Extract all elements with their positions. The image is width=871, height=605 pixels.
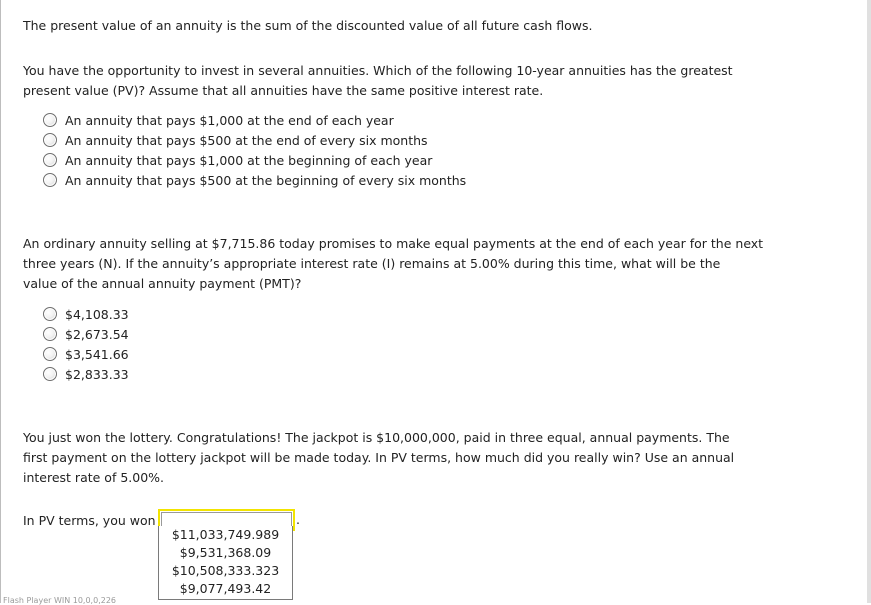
q2-option-3[interactable] <box>43 344 129 364</box>
q2-text-line-3: value of the annual annuity payment (PMT)? <box>23 276 302 291</box>
radio-button[interactable] <box>43 367 57 381</box>
q3-text-line-1: You just won the lottery. Congratulations! The jackpot is $10,000,000, paid in three equal, annual payments. The <box>23 430 730 445</box>
q1-options <box>43 110 466 190</box>
radio-button[interactable] <box>43 327 57 341</box>
q1-option-4[interactable] <box>43 170 466 190</box>
q2-text-line-1: An ordinary annuity selling at $7,715.86 today promises to make equal payments at the end of each year for the next <box>23 236 764 251</box>
dropdown-option-2[interactable]: $9,531,368.09 <box>179 545 272 560</box>
option-label: $4,108.33 <box>65 306 129 322</box>
radio-button[interactable] <box>43 307 57 321</box>
option-label: An annuity that pays $1,000 at the end of each year <box>65 112 394 128</box>
q3-text-line-2: first payment on the lottery jackpot will be made today. In PV terms, how much did you really win? Use an annual <box>23 450 735 465</box>
option-label: $2,673.54 <box>65 326 129 342</box>
flash-version-footer: Flash Player WIN 10,0,0,226 <box>3 596 116 605</box>
q1-option-2[interactable] <box>43 130 466 150</box>
q3-answer-prompt <box>23 509 156 531</box>
intro-text: The present value of an annuity is the sum of the discounted value of all future cash flows. <box>23 18 593 33</box>
radio-button[interactable] <box>43 153 57 167</box>
q2-text-line-2: three years (N). If the annuity’s appropriate interest rate (I) remains at 5.00% during this time, what will be the <box>23 256 721 271</box>
q2-options <box>43 304 129 384</box>
dropdown-option-4[interactable]: $9,077,493.42 <box>179 581 272 596</box>
prompt-label: In PV terms, you won <box>23 512 156 528</box>
q2-option-4[interactable] <box>43 364 129 384</box>
option-label: An annuity that pays $500 at the beginning of every six months <box>65 172 467 188</box>
q1-option-3[interactable] <box>43 150 466 170</box>
option-label: $3,541.66 <box>65 346 129 362</box>
sentence-period: . <box>296 512 300 527</box>
dropdown-option-1[interactable]: $11,033,749.989 <box>171 527 280 542</box>
radio-button[interactable] <box>43 173 57 187</box>
dropdown-option-3[interactable]: $10,508,333.323 <box>171 563 280 578</box>
option-label: An annuity that pays $1,000 at the beginning of each year <box>65 152 433 168</box>
option-label: An annuity that pays $500 at the end of every six months <box>65 132 428 148</box>
q1-option-1[interactable] <box>43 110 466 130</box>
radio-button[interactable] <box>43 133 57 147</box>
q2-option-2[interactable] <box>43 324 129 344</box>
q1-text-line-2: present value (PV)? Assume that all annuities have the same positive interest rate. <box>23 83 544 98</box>
left-border <box>0 0 1 603</box>
answer-dropdown-list <box>158 526 293 600</box>
q2-option-1[interactable] <box>43 304 129 324</box>
radio-button[interactable] <box>43 347 57 361</box>
right-scroll-edge <box>867 0 871 603</box>
radio-button[interactable] <box>43 113 57 127</box>
q1-text-line-1: You have the opportunity to invest in several annuities. Which of the following 10-year annuities has the greatest <box>23 63 733 78</box>
option-label: $2,833.33 <box>65 366 129 382</box>
q3-text-line-3: interest rate of 5.00%. <box>23 470 164 485</box>
